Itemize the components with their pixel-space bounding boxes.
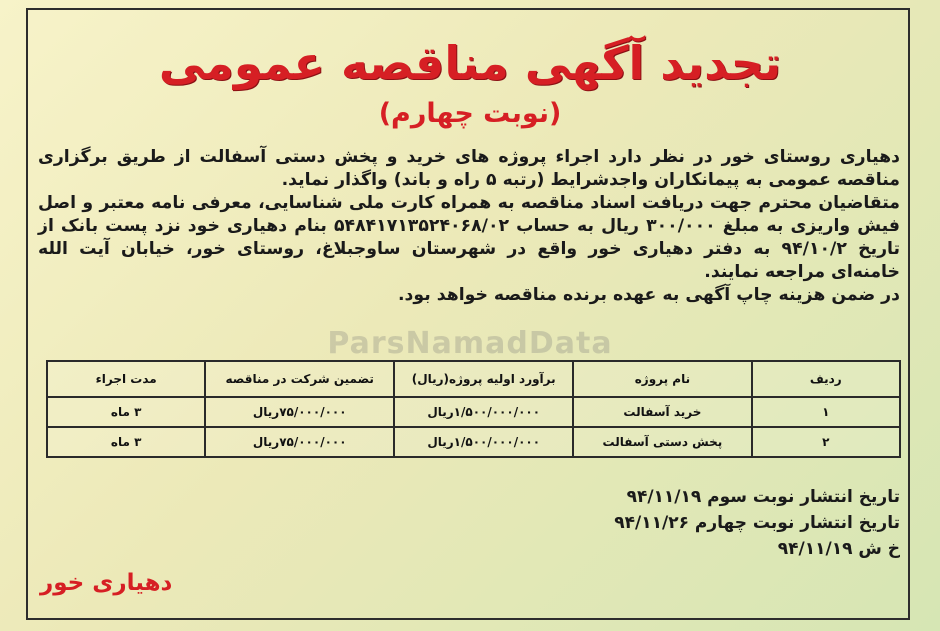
notice-paragraph-intro: دهیاری روستای خور در نظر دارد اجراء پروژه های خرید و پخش دستی آسفالت از طریق برگزاری مناقصه عمومی به پیمانکاران واجدشرایط (رتبه ۵ راه و باند) واگذار نماید.: [38, 147, 900, 190]
table-row: [47, 397, 900, 427]
cell-estimate: ۱/۵۰۰/۰۰۰/۰۰۰ریال: [394, 397, 573, 427]
cell-duration: ۳ ماه: [47, 397, 205, 427]
watermark-text: ParsNamadData: [327, 326, 613, 361]
notice-subtitle: (نوبت چهارم): [378, 98, 562, 129]
cell-estimate: ۱/۵۰۰/۰۰۰/۰۰۰ریال: [394, 427, 573, 457]
cell-project-name: پخش دستی آسفالت: [573, 427, 751, 457]
cell-project-name: خرید آسفالت: [573, 397, 751, 427]
tender-table: [46, 360, 901, 458]
notice-body: [38, 146, 900, 307]
table-header-row: [47, 361, 900, 397]
header-guarantee: تضمین شرکت در مناقصه: [205, 361, 394, 397]
cell-guarantee: ۷۵/۰۰۰/۰۰۰ریال: [205, 427, 394, 457]
issuer-signature: دهیاری خور: [40, 570, 173, 596]
notice-paragraph-cost: در ضمن هزینه چاپ آگهی به عهده برنده مناقصه خواهد بود.: [397, 285, 900, 305]
header-estimate: برآورد اولیه پروژه(ریال): [394, 361, 573, 397]
header-duration: مدت اجراء: [47, 361, 205, 397]
publication-dates: [400, 484, 900, 562]
notice-title: تجدید آگهی مناقصه عمومی: [158, 36, 782, 90]
header-project-name: نام پروژه: [573, 361, 751, 397]
table-row: [47, 427, 900, 457]
notice-paragraph-instructions: متقاضیان محترم جهت دریافت اسناد مناقصه به همراه کارت ملی شناسایی، معرفی نامه معتبر و اصل فیش واریزی به مبلغ ۳۰۰/۰۰۰ ریال به حساب ۵۴۸۴۱۷۱۳۵۲۴۰۶۸/۰۲ بنام دهیاری خود نزد پست بانک از تاریخ ۹۴/۱۰/۲ به دفتر دهیاری خور واقع در شهرستان ساوجبلاغ، روستای خور، خیابان آیت الله خامنه‌ای مراجعه نمایند.: [38, 193, 900, 282]
reference-code: خ ش ۹۴/۱۱/۱۹: [777, 539, 900, 559]
cell-row-number: ۲: [752, 427, 900, 457]
header-row-number: ردیف: [752, 361, 900, 397]
cell-row-number: ۱: [752, 397, 900, 427]
date-fourth-publication: تاریخ انتشار نوبت چهارم ۹۴/۱۱/۲۶: [614, 513, 900, 533]
cell-guarantee: ۷۵/۰۰۰/۰۰۰ریال: [205, 397, 394, 427]
cell-duration: ۳ ماه: [47, 427, 205, 457]
date-third-publication: تاریخ انتشار نوبت سوم ۹۴/۱۱/۱۹: [626, 487, 900, 507]
